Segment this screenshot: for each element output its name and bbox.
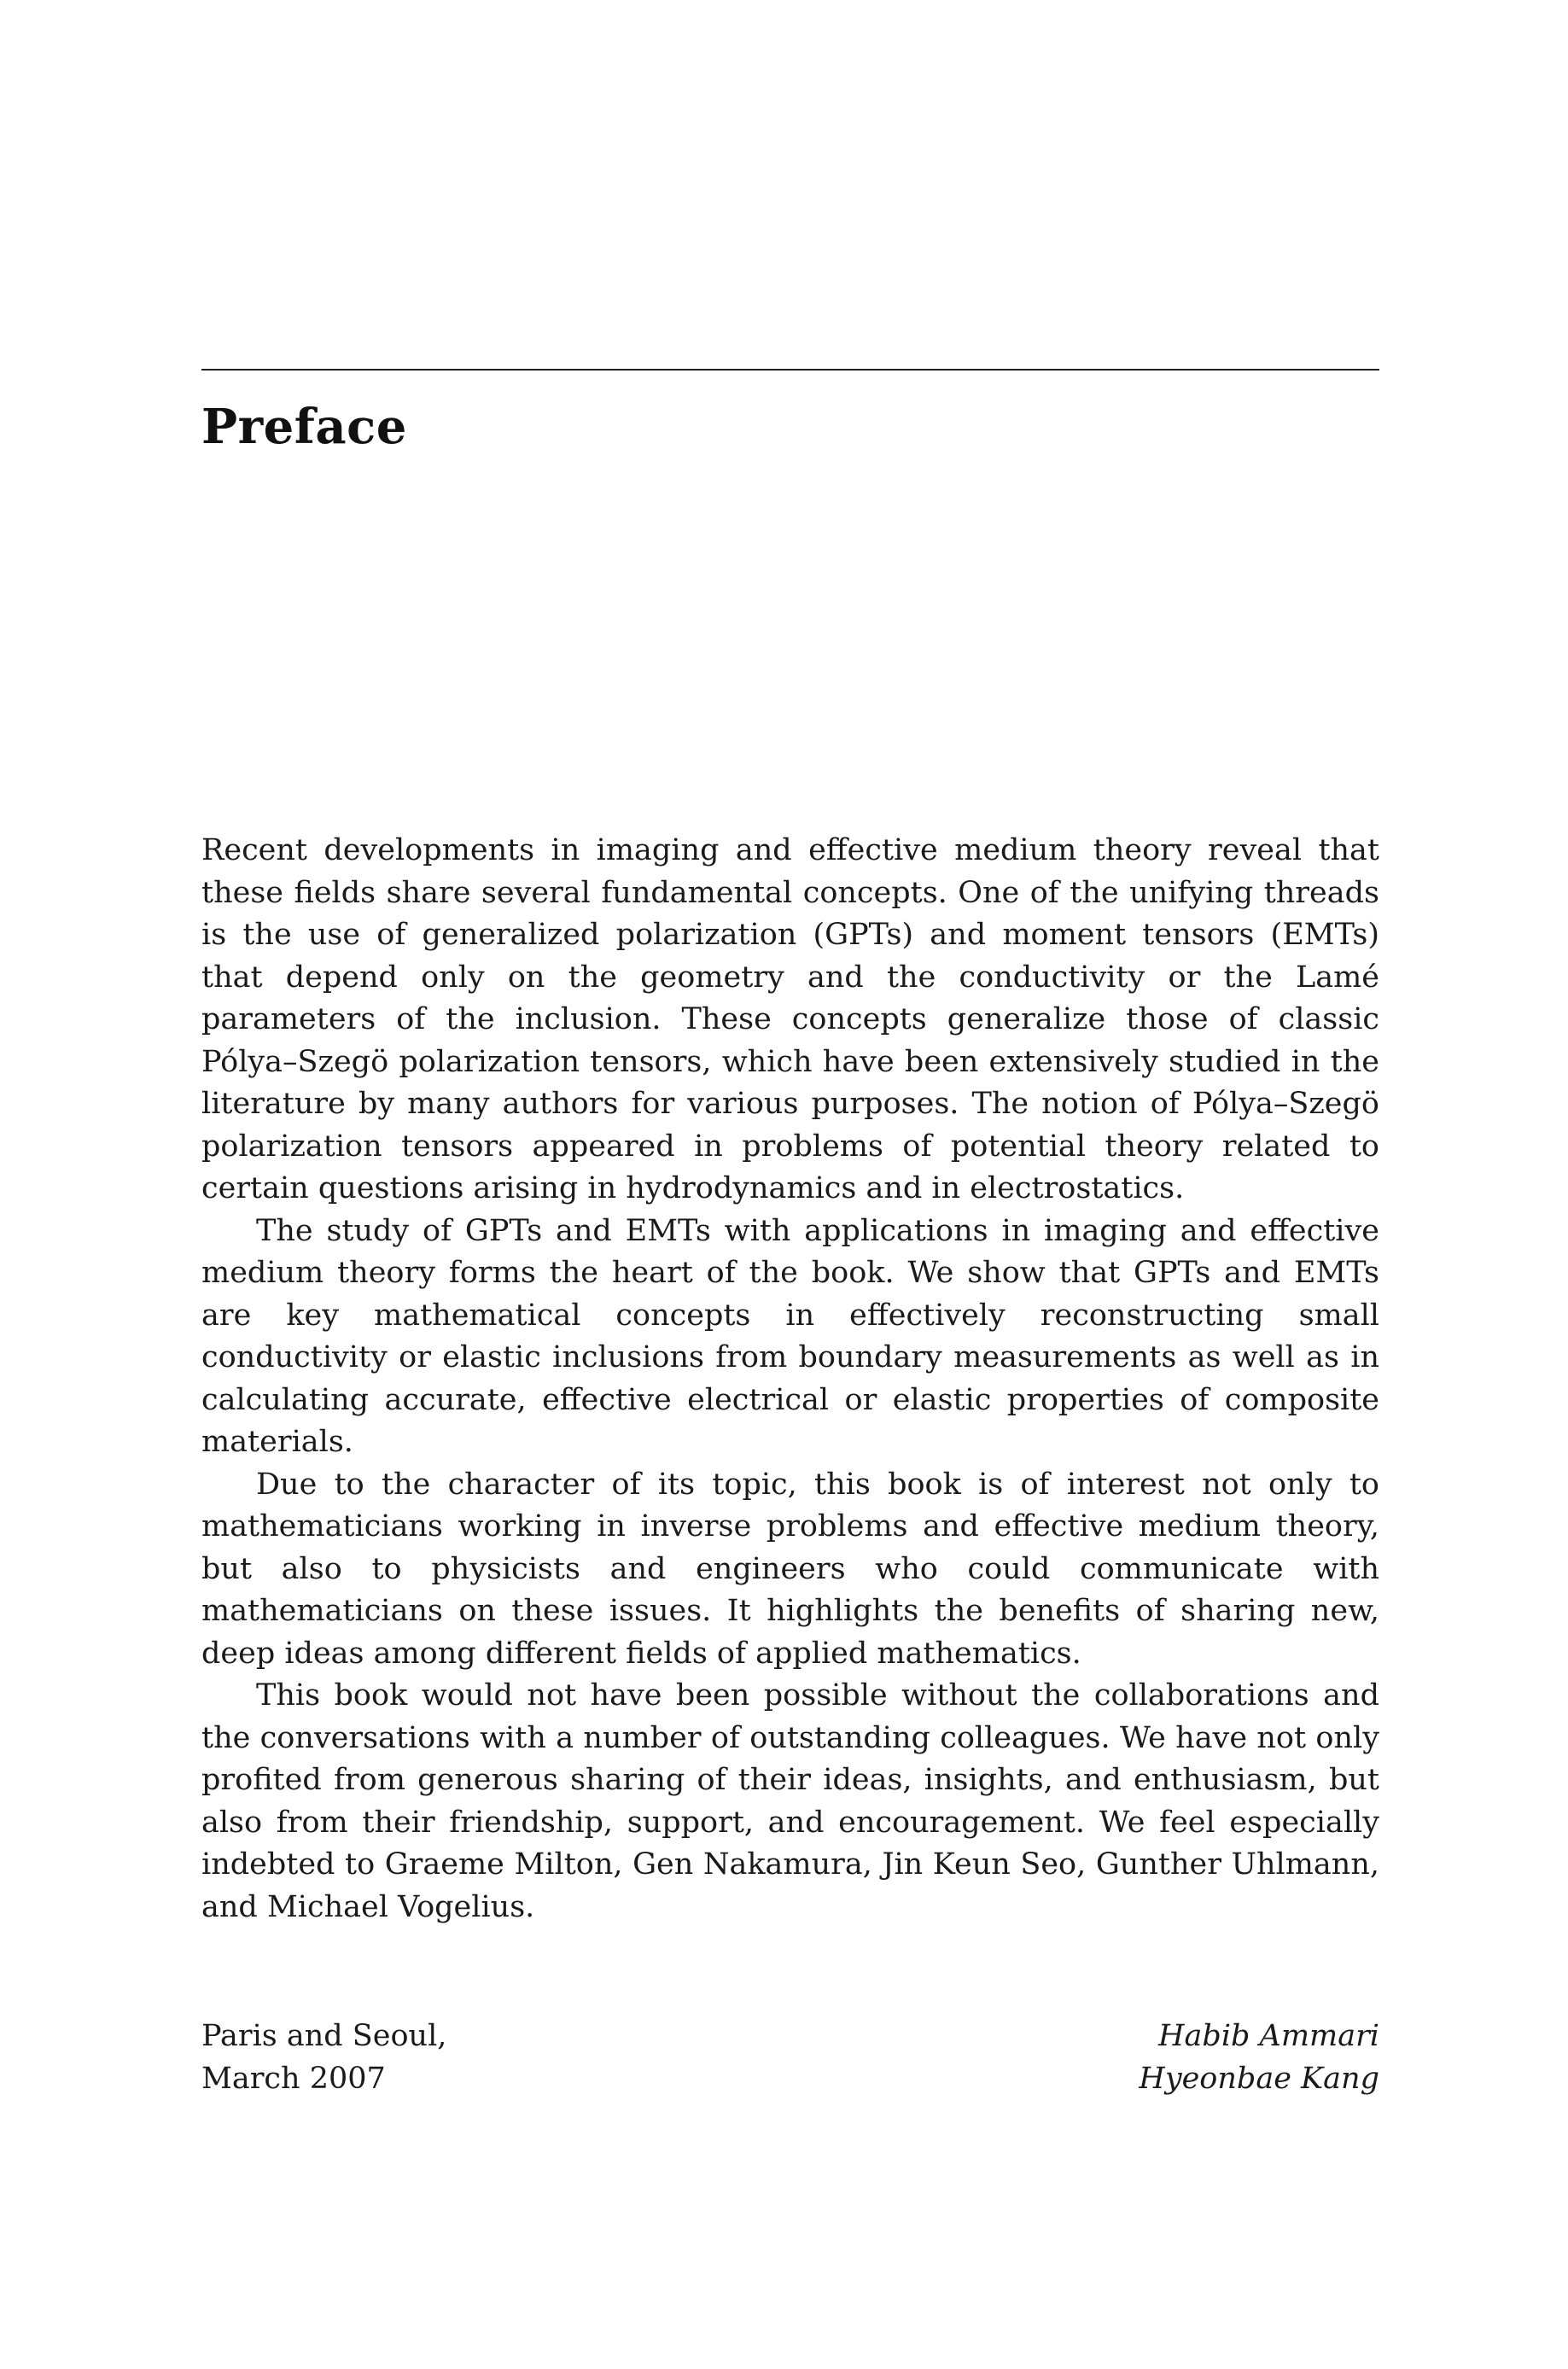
preface-body xyxy=(201,830,1379,1928)
author-2: Hyeonbae Kang xyxy=(1139,2062,1379,2096)
page-title: Preface xyxy=(201,399,407,455)
paragraph-1: Recent developments in imaging and effective medium theory reveal that these fields share several fundamental concepts. One of the unifying threads is the use of generalized polarization (GPTs) and moment tensors (EMTs) that depend only on the geometry and the conductivity or the Lamé parameters of the inclusion. These concepts generalize those of classic Pólya–Szegö polarization tensors, which have been extensively studied in the literature by many authors for various purposes. The notion of Pólya–Szegö polarization tensors appeared in problems of potential theory related to certain questions arising in hydrodynamics and in electrostatics. xyxy=(201,833,1379,1205)
signature-authors xyxy=(1139,2015,1379,2100)
title-rule xyxy=(201,369,1379,371)
paragraph-2: The study of GPTs and EMTs with applications in imaging and effective medium theory forms the heart of the book. We show that GPTs and EMTs are key mathematical concepts in effectively reconstructing small conductivity or elastic inclusions from boundary measurements as well as in calculating accurate, effective electrical or elastic properties of composite materials. xyxy=(201,1213,1379,1459)
signature-place: Paris and Seoul, xyxy=(201,2019,447,2053)
paragraph-4: This book would not have been possible without the collaborations and the conversations with a number of outstanding colleagues. We have not only profited from generous sharing of their ideas, insights, and enthusiasm, but also from their friendship, support, and encouragement. We feel especially indebted to Graeme Milton, Gen Nakamura, Jin Keun Seo, Gunther Uhlmann, and Michael Vogelius. xyxy=(201,1678,1379,1924)
author-1: Habib Ammari xyxy=(1158,2019,1379,2053)
signature-date: March 2007 xyxy=(201,2062,386,2096)
signature-place-date xyxy=(201,2015,446,2100)
paragraph-3: Due to the character of its topic, this book is of interest not only to mathematicians working in inverse problems and effective medium theory, but also to physicists and engineers who could communicate with mathematicians on these issues. It highlights the benefits of sharing new, deep ideas among different fields of applied mathematics. xyxy=(201,1467,1379,1671)
